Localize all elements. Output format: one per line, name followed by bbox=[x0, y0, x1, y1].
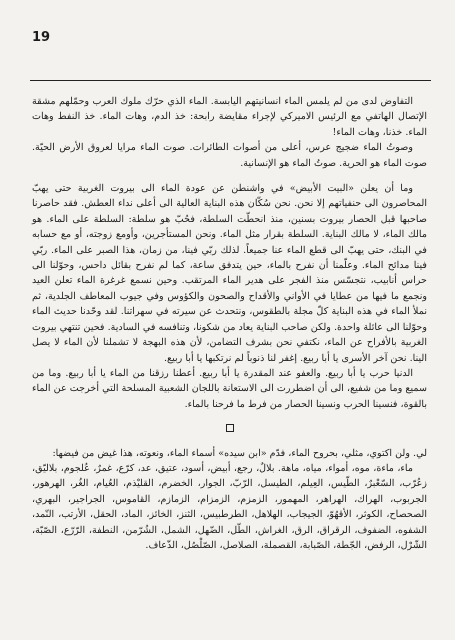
section-intro: لي. ولن اكتوي، مثلي، بحروح الماء، فدّم «ابن سيده» أسماء الماء، ونعوته، هذا غيض من فيضها: bbox=[52, 447, 427, 459]
page-body bbox=[32, 94, 427, 632]
square-ornament-icon bbox=[226, 424, 234, 432]
water-names-list: ماء، ماءة، موه، أمواء، مياه، ماهة. بلالٌ، رجع، أبيض، أسود، عتيق، عد، كرّع، غمرٌ، عُلجوم، بلاليّق، زعُرّب، السّعْبرٌ، الطّيس، العِيلم، الطيسل، الرّبّ، الجوار، الخضرم، القليْذم، العُيام، الغُر، الهرهور، الجربوب، الهراك، الهراهر، المهمور، الزمزم، الزمزام، الزمازم، القاموس، الجراجير، البهري، الصحصاح، الكوثر، الأقهُوّ، الجيجاب، الهلاهل، الطرطبيس، الثنز، الخائز، الماد، الحقل، الأرتب، النّمد، الشفوه، الضفوف، الرقراق، الرق، الغراش، الطّل، الضّهل، الشمل، الشُرّمن، النطفة، الرّرّع، الصّبّة، الشّرْل، الرفض، الجّطة، الصّبابة، القصملة، الصلاصل، الصّلْصُل، الذّعاف. bbox=[32, 462, 427, 551]
paragraph-4: الدنيا حرب يا أبا ربيع. والعفو عند المقدرة يا أبا ربيع. أعطنا رزقنا من الماء يا أبا ربيع. وما من سميع وما من شفيع، الى أن اضطررت الى الاستعانة باللجان الشعبية المسلحة التي أخرجت عن الماء بالقوة، فنسينا الحرب ونسينا الحصار من فرط ما فرحنا بالماء. bbox=[32, 367, 427, 410]
paragraph-2: وصوتُ الماء ضجيج عرس، أعلى من أصوات الطائرات. صوت الماء مرايا لعروق الأرض الحيّة. صوت الماء هو الحرية. صوتُ الماء هو الإنسانية. bbox=[32, 142, 427, 169]
section-divider bbox=[32, 422, 427, 437]
header-rule bbox=[30, 80, 431, 81]
paragraph-1: التفاوض لدى من لم يلمس الماء انسانيتهم اليابسة. الماء الذي حرّك ملوك العرب وحمّلهم مشقة الإتصال الهاتفي مع الرئيس الاميركي لإجراء مقايضة رابحة: خذ الدم، وهات الماء. خذ النفط وهات الماء. خذنا، وهات الماء! bbox=[32, 96, 427, 138]
page-number: 19 bbox=[32, 30, 51, 45]
paragraph-3: وما أن يعلن «البيت الأبيض» في واشنطن عن عودة الماء الى بيروت الغربية حتى يهبّ المحاصرون الى حنفياتهم إلا نحن. نحن سُكّان هذه البناية العالية الى أعلى نداء العطش. فقد حاصرنا صاحبها قبل الحصار بيروت بسنين، منذ انحطّت السلطة، فحُبّ هو سلطة: السلطة على الماء. هو مالك الماء، لا مالك البناية. السلطة بقرار مثل الماء. ونحن المستأجرين، وأومع زوجته، أو مع حسابه في البنك، حتى يهبّ الى قطع الماء عنا جميعاً. لذلك ربّي فينا، من زمان، هذا الصبر على الماء. ربّي فينا مدائح الماء. وعلّمنا أن نفرح بالماء، حين يتدفق ساعة، كما لم نفرح بقائل داحس، وحوّلنا الى حراس أنابيب، نتجسّس منذ الفجر على هدير الماء المرتقب. وحين نسمع غرغرة الماء تعلن العيد ونجمع ما فيها من عطايا في الأواني والأقداح والصحون والكؤوس وفي جيوب المعاطف الجلدية، ثم نملأ الماء في هذه البناية كلّ مجلة بالطقوس، ونتحدث عن سيرته في سهراتنا. لقد وحّدنا حديث الماء وحوّلنا الى عائلة واحدة. ولكن صاحب البناية يعاد من شكونا، وتنافسه في السادية. فحين تنتهي بيروت الغربية بالأفراح عن الماء، نكتفي نحن بشرف التضامن، لأن هذه البهجة لا تشملنا لأن الماء لا يصل الينا. نحن آخر الأسرى يا أبا ربيع. إغفر لنا ذنوباً لم نرتكبها يا أبا ربيع. bbox=[32, 183, 427, 364]
